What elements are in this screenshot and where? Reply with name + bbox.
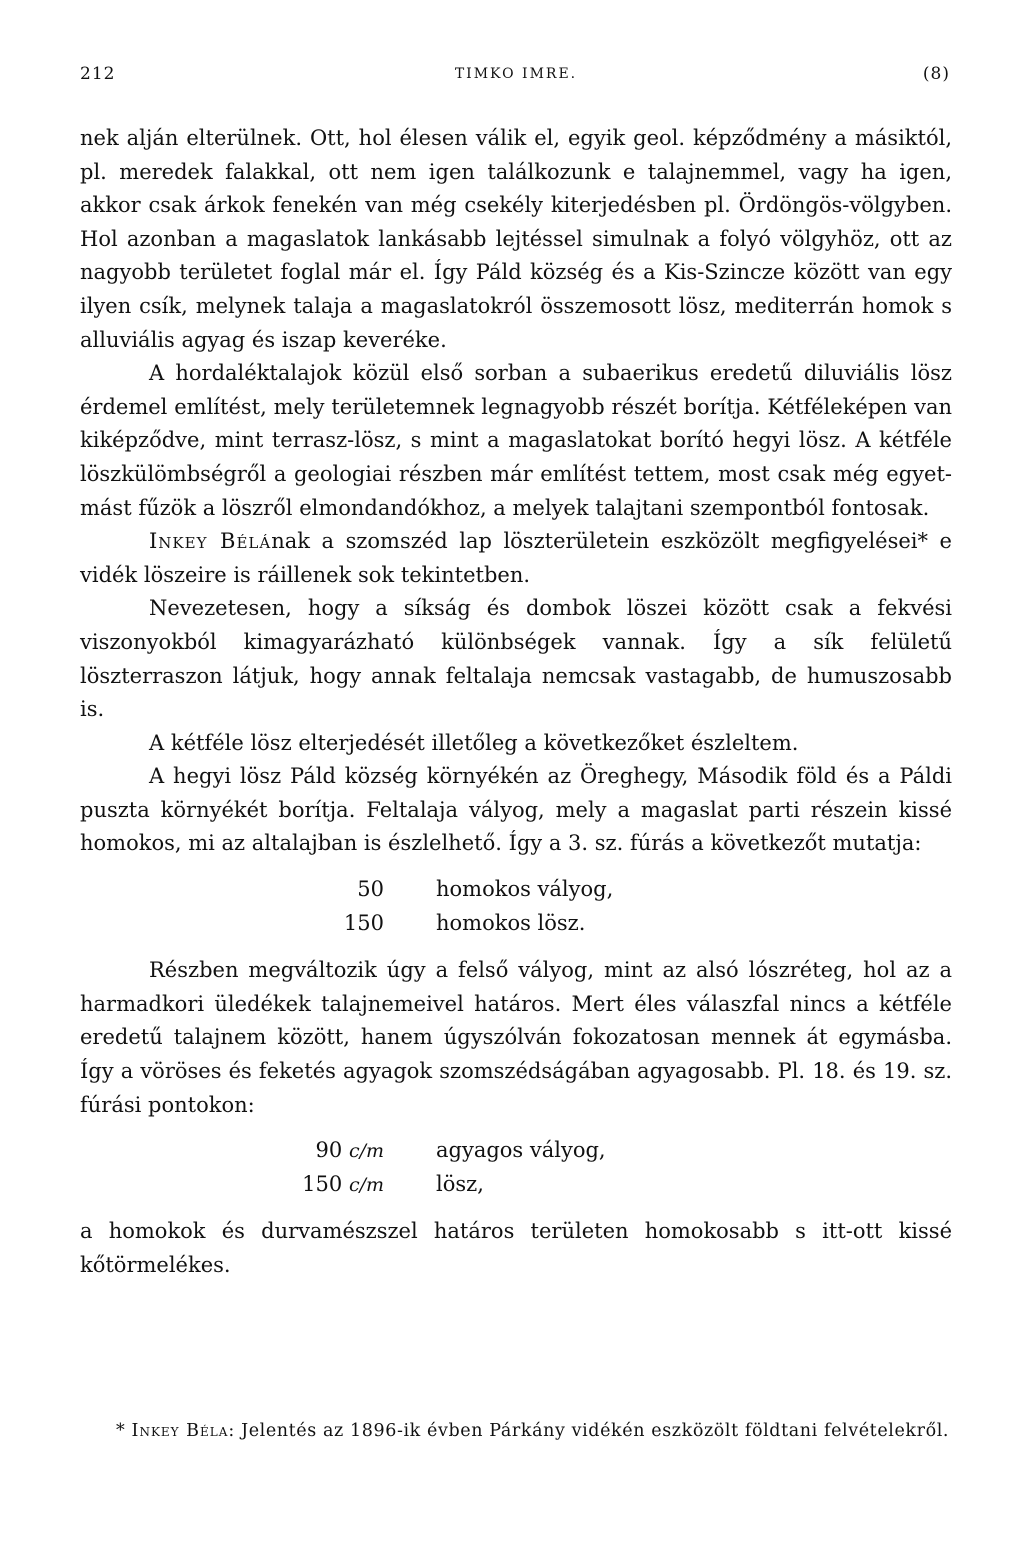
footnote-body: : Jelentés az 1896-ik évben Párkány vidékén eszközölt földtani felvételekről.: [228, 1421, 950, 1441]
table-row: [80, 1134, 952, 1168]
running-title: TIMKO IMRE.: [454, 66, 578, 82]
table-row: [80, 907, 952, 941]
page-body: [80, 122, 952, 1283]
section-number: (8): [922, 64, 950, 84]
depth-with-unit: [316, 1134, 384, 1169]
paragraph-3: [80, 525, 952, 592]
unit-label: c/m: [348, 1140, 384, 1163]
unit-label: c/m: [348, 1173, 384, 1196]
paragraph-5: A kétféle lösz elterjedését illetőleg a következőket észleltem.: [149, 730, 799, 755]
paragraph-4: Nevezetesen, hogy a síkság és dombok löszei között csak a fekvési viszonyokból kimagyarázható különbségek vannak. Így a sík felületű löszterraszon látjuk, hogy annak feltalaja nemcsak vastagabb, de humuszosabb is.: [80, 596, 952, 722]
soil-material: homokos lösz.: [436, 910, 586, 935]
paragraph-1: nek alján elterülnek. Ott, hol élesen válik el, egyik geol. képződmény a másiktól, pl. meredek falakkal, ott nem igen találkozunk e talajnemmel, vagy ha igen, akkor csak árkok fenekén van még csekély kiterjedésben pl. Ördöngös-völgyben. Hol azonban a magaslatok lankásabb lejtéssel simulnak a folyó völgyhöz, ott az nagyobb területet foglal már el. Így Páld község és a Kis-Szincze között van egy ilyen csík, melynek talaja a magaslatokról összemosott lösz, mediterrán homok s alluviális agyag és iszap keveréke.: [80, 126, 952, 352]
footnote-author: Inkey Béla: [131, 1421, 229, 1441]
page-number: 212: [80, 64, 116, 84]
depth-value: 150: [302, 1171, 343, 1196]
soil-material: agyagos vályog,: [436, 1138, 606, 1163]
paragraph-6: A hegyi lösz Páld község környékén az Öreghegy, Második föld és a Páldi puszta környékét borítja. Feltalaja vályog, mely a magaslat parti részein kissé homokos, mi az altalajban is észlelhető. Így a 3. sz. fúrás a következőt mutatja:: [80, 764, 952, 856]
depth-value: 50: [357, 877, 384, 902]
page-header: [80, 64, 952, 94]
table-row: [80, 1168, 952, 1202]
boring-table-2: [80, 1134, 952, 1201]
soil-material: homokos vályog,: [436, 877, 614, 902]
table-row: [80, 873, 952, 907]
paragraph-3-text: nak a szomszéd lap löszterületein eszközölt megfigyelései* e vidék löszeire is ráillenek sok tekintetben.: [80, 529, 952, 587]
depth-value: 90: [315, 1138, 343, 1163]
footnote: [80, 1416, 952, 1446]
paragraph-2: A hordaléktalajok közül első sorban a subaerikus eredetű diluviális lösz érdemel említést, mely területemnek legnagyobb részét borítja. Kétféleképen van kiképződve, mint terrasz-lösz, s mint a magaslatokat borító hegyi lösz. A kétféle löszkülömbségről a geologiai részben már említést tettem, most csak még egyet-mást fűzök a löszről elmondandókhoz, a melyek talajtani szempontból fontosak.: [80, 361, 952, 520]
depth-value: 150: [343, 910, 384, 935]
paragraph-7: Részben megváltozik úgy a felső vályog, mint az alsó lószréteg, hol az a harmadkori üledékek talajnemeivel határos. Mert éles válaszfal nincs a kétféle eredetű talajnem között, hanem úgyszólván fokozatosan mennek át egymásba. Így a vöröses és feketés agyagok szomszédságában agyagosabb. Pl. 18. és 19. sz. fúrási pontokon:: [80, 958, 952, 1117]
depth-with-unit: [302, 1168, 384, 1203]
soil-material: lösz,: [436, 1171, 484, 1196]
author-name: Inkey Bélá: [149, 529, 272, 554]
boring-table-1: [80, 873, 952, 940]
footnote-marker: *: [116, 1421, 126, 1441]
paragraph-8: a homokok és durvamészszel határos területen homokosabb s itt-ott kissé kőtörmelékes.: [80, 1219, 952, 1277]
footnote-text: [80, 1416, 952, 1446]
